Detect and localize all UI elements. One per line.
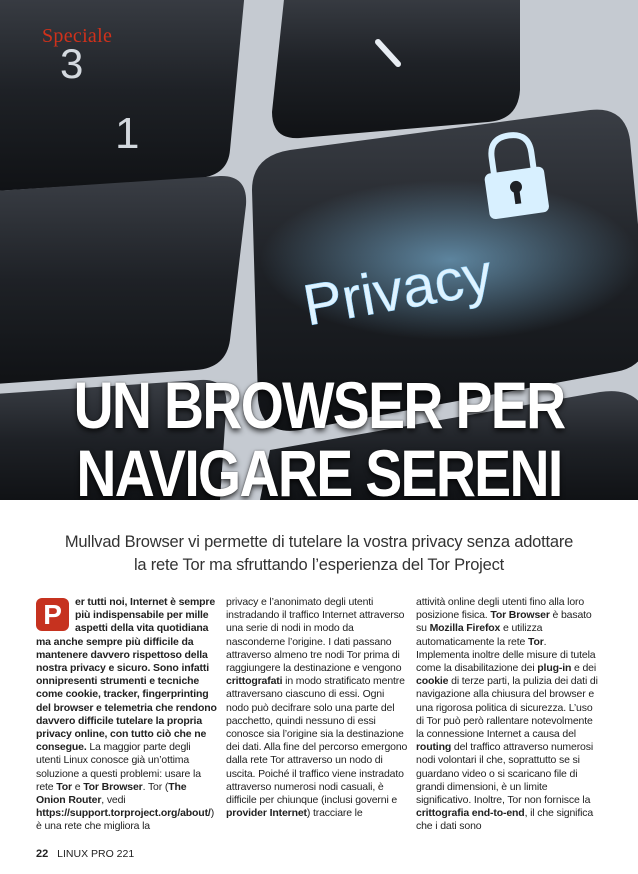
text-run: attività online degli utenti fino alla loro posizione fisica. bbox=[416, 596, 585, 622]
text-run: . Implementa inoltre delle misure di tutela come la disabilitazione dei bbox=[416, 635, 596, 675]
bold-run: crittografati bbox=[226, 675, 283, 688]
bold-run: er tutti noi, Internet è sempre più indispensabile per mille aspetti della vita quotidiana ma anche sempre più difficile da mantenere davvero rispettoso della nostra privacy e sicuro. Sono infatti onnipresenti strumenti e tecniche come cookie, tracker, fingerprinting del browser e telemetria che rendono davvero difficile tutelare la propria privacy online, con tutto ciò che ne consegue. bbox=[36, 596, 217, 754]
key-3 bbox=[0, 0, 245, 192]
text-run: ) tracciare le bbox=[306, 807, 363, 820]
key-1 bbox=[0, 176, 246, 385]
body-column-1 bbox=[36, 596, 218, 834]
svg-text:3: 3 bbox=[60, 40, 84, 87]
bold-run: plug-in bbox=[537, 662, 572, 675]
bold-run: cookie bbox=[416, 675, 449, 688]
privacy-key-label: Privacy bbox=[298, 241, 498, 339]
section-label: Speciale bbox=[42, 25, 113, 47]
headline-line-1: UN BROWSER PER bbox=[73, 368, 565, 442]
key-slash bbox=[272, 0, 520, 138]
magazine-issue: LINUX PRO 221 bbox=[57, 848, 135, 860]
body-column-2 bbox=[226, 596, 408, 820]
bold-run: routing bbox=[416, 741, 452, 754]
text-run: in modo stratificato mentre attraversano ciascuno di essi. Ogni nodo può decifrare solo una parte del pacchetto, quindi nessuno di essi conosce sia l’origine sia la destinazione dei dati. Alla fine del percorso emergono dalla rete Tor attraverso un nodo di uscita. Poiché il traffico viene instradato attraverso numerosi nodi casuali, è difficile per chiunque (inclusi governi e bbox=[226, 675, 408, 807]
drop-cap: P bbox=[36, 598, 69, 631]
bold-run: Tor bbox=[56, 780, 72, 793]
article-subtitle bbox=[20, 531, 618, 577]
bold-run: crittografia end-to-end bbox=[416, 807, 525, 820]
text-run: ) è una rete che migliora la bbox=[36, 807, 215, 833]
svg-text:1: 1 bbox=[115, 109, 140, 158]
text-run: e bbox=[71, 780, 84, 793]
text-run: e dei bbox=[571, 662, 597, 675]
text-run: privacy e l’anonimato degli utenti instradando il traffico Internet attraverso una serie di nodi in modo da nasconderne l’origine. I dati passano attraverso almeno tre nodi Tor prima di raggiungere la destinazione e vengono bbox=[226, 596, 405, 675]
page-footer bbox=[36, 848, 134, 860]
bold-run: Tor Browser bbox=[83, 780, 143, 793]
text-run: , il che significa che i dati sono bbox=[416, 807, 594, 833]
text-run: , vedi bbox=[101, 794, 126, 807]
headline-line-2: NAVIGARE SERENI bbox=[76, 436, 562, 500]
bold-run: Tor bbox=[527, 635, 544, 648]
text-run: è basato su bbox=[416, 609, 592, 635]
subtitle-line-2: la rete Tor ma sfruttando l’esperienza del Tor Project bbox=[133, 556, 505, 574]
page-number: 22 bbox=[36, 848, 49, 860]
column-text bbox=[36, 596, 218, 834]
bold-run: Mozilla Firefox bbox=[429, 622, 501, 635]
column-text bbox=[416, 596, 598, 834]
subtitle-line-1: Mullvad Browser vi permette di tutelare la vostra privacy senza adottare bbox=[64, 533, 574, 551]
text-run: del traffico attraverso numerosi nodi volontari il che, soprattutto se si guardano video o si scaricano file di grandi dimensioni, è un limite significativo. Inoltre, Tor non fornisce la bbox=[416, 741, 594, 807]
text-run: e utilizza automaticamente la rete bbox=[416, 622, 543, 648]
bold-run: provider Internet bbox=[226, 807, 307, 820]
column-text bbox=[226, 596, 408, 820]
bold-run: https://support.torproject.org/about/ bbox=[36, 807, 211, 820]
text-run: . Tor ( bbox=[142, 780, 169, 793]
bold-run: The Onion Router bbox=[36, 780, 187, 807]
text-run: La maggior parte degli utenti Linux conosce già un’ottima soluzione a questi problemi: usare la rete bbox=[36, 741, 201, 793]
bold-run: Tor Browser bbox=[490, 609, 550, 622]
body-column-3 bbox=[416, 596, 598, 834]
text-run: di terze parti, la pulizia dei dati di navigazione alla chiusura del browser e una rigorosa politica di sicurezza. L’uso di Tor può però rallentare notevolmente la connessione Internet a causa del bbox=[416, 675, 598, 741]
